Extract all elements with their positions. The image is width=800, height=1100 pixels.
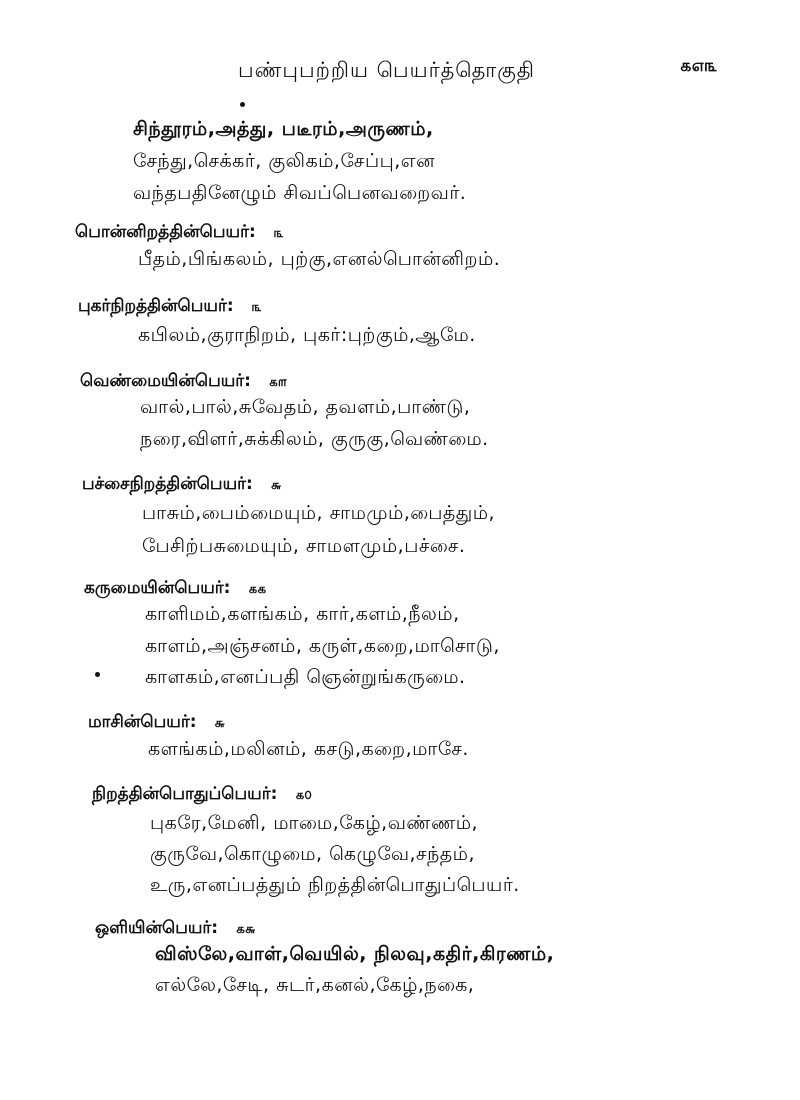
page-number: ௧௭௩ [680, 56, 718, 76]
running-title: பண்புபற்றிய பெயர்த்தொகுதி [238, 58, 536, 82]
section-count: ௧௱ [268, 375, 287, 390]
section-heading-text: நிறத்தின்பொதுப்பெயர்: [92, 784, 278, 804]
section-heading-text: வெண்மையின்பெயர்: [80, 371, 251, 391]
section-heading [82, 474, 281, 496]
ink-speck [95, 672, 100, 677]
verse-line: களங்கம்,மலினம், கசடு,கறை,மாசே. [148, 738, 469, 760]
section-heading [84, 578, 266, 600]
intro-line: சேந்து,செக்கர், குலிகம்,சேப்பு,என [133, 150, 436, 172]
section-heading [92, 784, 312, 806]
section-heading [95, 918, 256, 940]
section-heading [78, 296, 262, 318]
section-heading [80, 371, 287, 393]
verse-line: பீதம்,பிங்கலம், புற்கு,எனல்பொன்னிறம். [138, 248, 501, 270]
verse-line: எல்லே,சேடி, சுடர்,கனல்,கேழ்,நகை, [155, 974, 475, 996]
section-count: ௧௦ [295, 788, 312, 803]
section-heading [75, 222, 284, 244]
section-heading [88, 712, 225, 734]
verse-line: நரை,விளர்,சுக்கிலம், குருகு,வெண்மை. [140, 428, 489, 450]
section-heading-text: கருமையின்பெயர்: [84, 578, 231, 598]
section-count: ௧௧ [248, 582, 267, 597]
section-count: ௬ [270, 478, 282, 493]
verse-line: பேசிற்பசுமையும், சாமளமும்,பச்சை. [142, 535, 466, 557]
ink-speck [240, 102, 245, 107]
section-heading-text: பச்சைநிறத்தின்பெயர்: [82, 474, 253, 494]
section-heading-text: மாசின்பெயர்: [88, 712, 197, 732]
intro-line: சிந்தூரம்,அத்து, படீரம்,அருணம், [133, 118, 434, 140]
section-heading-text: புகர்நிறத்தின்பெயர்: [78, 296, 234, 316]
section-count: ௩ [273, 226, 284, 241]
verse-line: வால்,பால்,சுவேதம், தவளம்,பாண்டு, [140, 396, 471, 418]
verse-line: காளம்,அஞ்சனம், கருள்,கறை,மாசொடு, [145, 635, 500, 657]
verse-line: காளகம்,எனப்பதி ஞென்றுங்கருமை. [145, 666, 466, 688]
verse-line: புகரே,மேனி, மாமை,கேழ்,வண்ணம், [150, 812, 479, 834]
verse-line: விஸ்லே,வாள்,வெயில், நிலவு,கதிர்,கிரணம், [155, 943, 555, 965]
verse-line: உரு,எனப்பத்தும் நிறத்தின்பொதுப்பெயர். [150, 874, 520, 896]
section-count: ௩ [251, 300, 262, 315]
section-heading-text: ஒளியின்பெயர்: [95, 918, 219, 938]
verse-line: காளிமம்,களங்கம், கார்,களம்,நீலம், [145, 603, 460, 625]
verse-line: கபிலம்,குராநிறம், புகர்:புற்கும்,ஆமே. [138, 324, 476, 346]
section-count: ௬ [214, 716, 226, 731]
verse-line: குருவே,கொழுமை, கெழுவே,சந்தம், [150, 843, 475, 865]
section-heading-text: பொன்னிறத்தின்பெயர்: [75, 222, 256, 242]
intro-line: வந்தபதினேழும் சிவப்பெனவறைவர். [133, 182, 467, 204]
verse-line: பாசும்,பைம்மையும், சாமமும்,பைத்தும், [142, 502, 496, 524]
section-count: ௧௬ [236, 922, 256, 937]
